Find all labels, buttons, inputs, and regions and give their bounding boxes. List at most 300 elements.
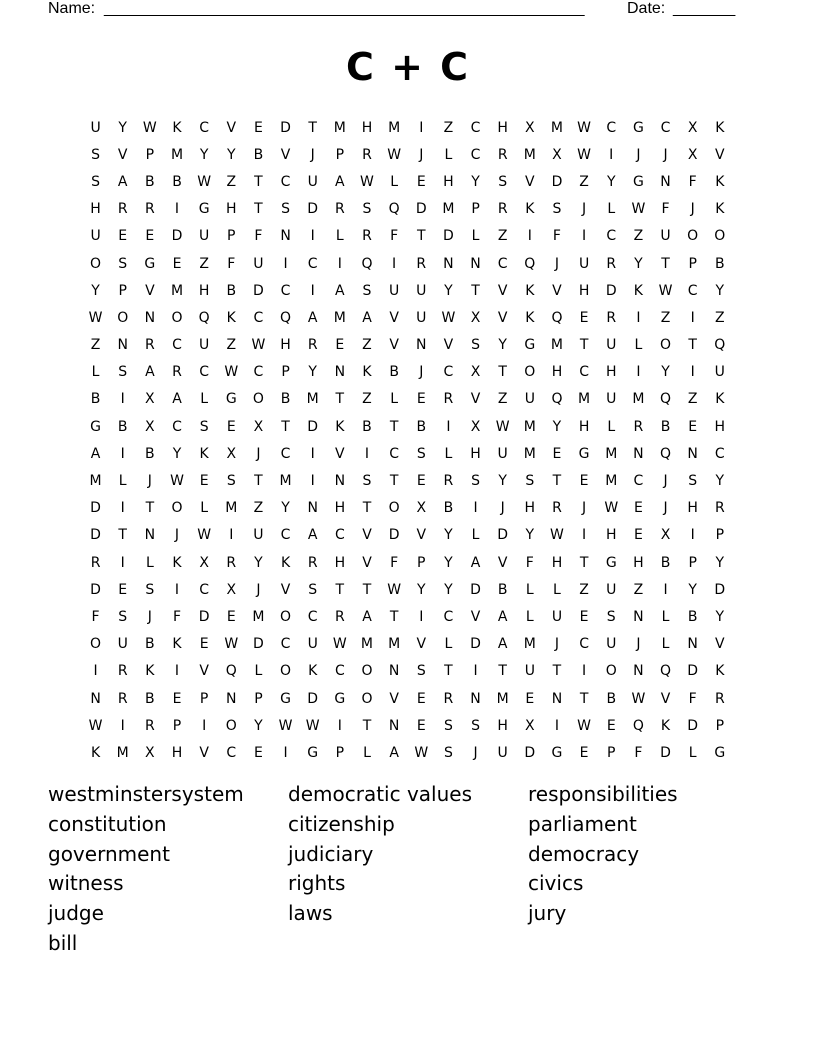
grid-cell: C <box>660 119 671 136</box>
grid-cell: S <box>226 473 236 490</box>
grid-cell: K <box>280 554 291 571</box>
grid-cell: C <box>280 282 291 299</box>
grid-cell: S <box>362 201 372 218</box>
grid-cell: I <box>663 581 668 598</box>
grid-cell: N <box>226 690 237 707</box>
grid-cell: L <box>607 418 616 435</box>
grid-cell: A <box>117 173 128 190</box>
word-list-item: westminstersystem <box>48 782 244 806</box>
grid-cell: I <box>582 527 587 544</box>
grid-cell: Z <box>226 173 237 190</box>
grid-cell: Y <box>715 554 725 571</box>
grid-cell: I <box>419 608 424 625</box>
grid-cell: W <box>360 173 374 190</box>
word-list-item: jury <box>528 901 567 926</box>
grid-cell: K <box>715 201 725 218</box>
grid-cell: J <box>419 146 424 163</box>
grid-cell: C <box>470 146 481 163</box>
grid-cell: E <box>416 391 426 408</box>
grid-cell: M <box>496 690 509 707</box>
grid-cell: Q <box>551 391 563 408</box>
grid-cell: N <box>388 717 400 734</box>
grid-cell: Y <box>498 473 507 490</box>
date-label: Date: <box>627 0 666 17</box>
grid-cell: O <box>90 255 102 272</box>
grid-cell: H <box>605 527 617 544</box>
grid-cell: I <box>473 500 478 517</box>
grid-cell: S <box>471 337 480 354</box>
grid-cell: V <box>660 690 671 707</box>
grid-cell: C <box>280 527 291 544</box>
grid-cell: R <box>714 500 725 517</box>
grid-cell: C <box>253 309 264 326</box>
grid-cell: F <box>688 173 697 190</box>
grid-cell: T <box>118 527 127 544</box>
grid-cell: Z <box>90 337 101 354</box>
grid-cell: O <box>225 717 237 734</box>
grid-cell: C <box>172 337 182 354</box>
grid-cell: F <box>552 228 561 245</box>
grid-cell: W <box>577 146 592 163</box>
grid-cell: U <box>578 255 590 272</box>
grid-cell: G <box>714 744 726 761</box>
grid-cell: J <box>663 146 668 163</box>
grid-cell: A <box>145 364 155 381</box>
grid-cell: L <box>634 337 643 354</box>
grid-cell: Y <box>118 119 127 136</box>
grid-cell: B <box>687 608 698 625</box>
grid-cell: K <box>633 282 643 299</box>
grid-cell: W <box>387 146 402 163</box>
grid-cell: Q <box>660 663 672 680</box>
grid-cell: V <box>280 581 291 598</box>
grid-cell: J <box>582 500 587 517</box>
grid-cell: I <box>310 228 315 245</box>
grid-cell: I <box>364 445 370 462</box>
grid-cell: Z <box>443 119 454 136</box>
grid-cell: C <box>307 255 318 272</box>
grid-cell: N <box>334 473 346 490</box>
grid-cell: N <box>633 663 644 680</box>
grid-cell: S <box>416 445 426 462</box>
grid-row <box>82 114 734 141</box>
grid-row <box>82 413 734 440</box>
grid-cell: L <box>390 173 399 190</box>
grid-cell: G <box>307 744 319 761</box>
grid-cell: X <box>552 146 562 163</box>
grid-cell: U <box>117 636 128 653</box>
grid-cell: H <box>334 500 346 517</box>
grid-cell: K <box>525 201 535 218</box>
grid-cell: P <box>172 717 182 734</box>
grid-cell: I <box>554 717 560 734</box>
grid-cell: T <box>362 717 372 734</box>
grid-cell: J <box>554 636 560 653</box>
grid-cell: U <box>253 527 264 544</box>
grid-cell: M <box>360 636 374 653</box>
grid-cell: R <box>552 500 562 517</box>
grid-cell: N <box>551 690 563 707</box>
grid-cell: L <box>525 608 534 625</box>
word-column <box>288 780 523 929</box>
grid-cell: V <box>335 445 345 462</box>
grid-cell: F <box>634 744 643 761</box>
grid-cell: Y <box>172 445 182 462</box>
grid-cell: I <box>310 473 315 490</box>
grid-cell: B <box>389 364 399 381</box>
grid-cell: V <box>715 146 725 163</box>
grid-cell: I <box>120 445 125 462</box>
grid-cell: S <box>118 255 128 272</box>
grid-cell: H <box>551 364 563 381</box>
grid-cell: D <box>253 282 264 299</box>
grid-cell: C <box>714 445 725 462</box>
grid-cell: V <box>199 663 209 680</box>
grid-cell: J <box>690 201 695 218</box>
grid-cell: L <box>444 445 453 462</box>
grid-cell: M <box>605 473 618 490</box>
grid-cell: I <box>582 663 587 680</box>
grid-cell: P <box>607 744 616 761</box>
grid-cell: B <box>172 173 182 190</box>
grid-cell: F <box>390 228 399 245</box>
grid-cell: J <box>663 500 668 517</box>
grid-cell: L <box>200 391 209 408</box>
grid-cell: D <box>660 744 671 761</box>
grid-cell: O <box>388 500 400 517</box>
grid-cell: P <box>199 690 209 707</box>
grid-cell: X <box>687 146 698 163</box>
grid-cell: T <box>254 173 263 190</box>
grid-cell: P <box>471 201 480 218</box>
grid-cell: F <box>390 554 399 571</box>
grid-cell: L <box>444 636 453 653</box>
grid-cell: M <box>252 608 265 625</box>
grid-cell: I <box>392 255 397 272</box>
grid-row <box>82 250 734 277</box>
grid-cell: U <box>199 337 210 354</box>
grid-cell: Y <box>444 527 453 544</box>
grid-cell: S <box>552 201 562 218</box>
grid-cell: L <box>525 581 534 598</box>
grid-cell: B <box>117 418 128 435</box>
grid-cell: H <box>578 418 590 435</box>
grid-cell: S <box>443 717 453 734</box>
grid-cell: I <box>582 228 587 245</box>
grid-cell: B <box>226 282 237 299</box>
grid-cell: X <box>525 119 535 136</box>
grid-cell: W <box>224 364 239 381</box>
word-list-item: constitution <box>48 811 167 836</box>
grid-cell: T <box>579 337 589 354</box>
grid-row <box>82 576 734 603</box>
grid-cell: Z <box>497 391 508 408</box>
grid-cell: E <box>552 445 562 462</box>
grid-cell: S <box>471 717 480 734</box>
grid-cell: A <box>172 391 182 408</box>
grid-cell: G <box>225 391 237 408</box>
grid-cell: E <box>416 690 426 707</box>
grid-cell: F <box>661 201 670 218</box>
grid-cell: X <box>145 744 155 761</box>
grid-cell: D <box>687 717 699 734</box>
grid-cell: Y <box>226 146 236 163</box>
grid-cell: U <box>606 636 617 653</box>
grid-cell: C <box>280 445 291 462</box>
grid-cell: V <box>199 744 209 761</box>
grid-row <box>82 739 734 766</box>
grid-cell: Y <box>416 581 426 598</box>
grid-cell: Q <box>388 201 400 218</box>
grid-row <box>82 685 734 712</box>
grid-row <box>82 223 734 250</box>
grid-cell: H <box>551 554 563 571</box>
grid-cell: N <box>470 255 481 272</box>
grid-cell: U <box>388 282 400 299</box>
grid-cell: V <box>117 146 128 163</box>
grid-cell: C <box>687 282 698 299</box>
grid-cell: C <box>307 608 318 625</box>
grid-cell: S <box>91 173 101 190</box>
grid-cell: N <box>90 690 101 707</box>
grid-cell: O <box>687 228 699 245</box>
grid-cell: G <box>551 744 563 761</box>
grid-cell: K <box>335 418 345 435</box>
grid-cell: U <box>307 636 318 653</box>
grid-cell: M <box>89 473 102 490</box>
grid-cell: D <box>497 527 509 544</box>
grid-cell: Y <box>444 282 453 299</box>
grid-cell: K <box>90 744 101 761</box>
grid-cell: Y <box>254 554 263 571</box>
grid-cell: D <box>470 581 481 598</box>
grid-cell: H <box>497 717 508 734</box>
grid-cell: S <box>199 418 209 435</box>
grid-cell: K <box>525 282 535 299</box>
grid-cell: I <box>527 228 532 245</box>
grid-cell: I <box>310 282 315 299</box>
grid-cell: Q <box>714 337 726 354</box>
grid-cell: P <box>715 527 725 544</box>
grid-cell: R <box>117 663 128 680</box>
grid-cell: D <box>253 636 264 653</box>
grid-cell: W <box>170 473 184 490</box>
grid-cell: Y <box>715 608 725 625</box>
grid-cell: N <box>633 608 644 625</box>
grid-cell: E <box>416 473 426 490</box>
grid-cell: I <box>93 663 98 680</box>
grid-cell: L <box>607 201 616 218</box>
grid-cell: Z <box>199 255 209 272</box>
grid-cell: O <box>171 309 183 326</box>
grid-cell: U <box>416 309 427 326</box>
grid-cell: S <box>525 473 535 490</box>
grid-cell: C <box>443 608 454 625</box>
grid-cell: Z <box>633 581 644 598</box>
grid-cell: Z <box>579 581 589 598</box>
grid-cell: N <box>416 337 427 354</box>
word-column <box>528 780 763 929</box>
grid-cell: U <box>524 663 535 680</box>
grid-cell: D <box>470 636 481 653</box>
word-list-item: civics <box>528 871 584 896</box>
grid-row <box>82 386 734 413</box>
grid-cell: Z <box>362 337 372 354</box>
grid-row <box>82 440 734 467</box>
grid-cell: I <box>609 146 614 163</box>
grid-cell: O <box>524 364 536 381</box>
grid-cell: U <box>416 282 427 299</box>
grid-cell: Y <box>525 527 535 544</box>
grid-cell: C <box>199 364 210 381</box>
grid-cell: R <box>443 391 454 408</box>
grid-cell: T <box>688 337 697 354</box>
grid-cell: I <box>202 717 207 734</box>
grid-cell: R <box>362 228 372 245</box>
grid-cell: R <box>307 554 318 571</box>
grid-cell: E <box>579 309 589 326</box>
grid-row <box>82 522 734 549</box>
grid-cell: P <box>254 690 263 707</box>
grid-cell: A <box>362 309 372 326</box>
grid-cell: Q <box>198 309 210 326</box>
grid-cell: F <box>91 608 100 625</box>
grid-cell: R <box>443 473 454 490</box>
grid-cell: D <box>687 663 699 680</box>
grid-cell: R <box>144 201 155 218</box>
grid-cell: N <box>660 173 671 190</box>
grid-cell: V <box>362 527 372 544</box>
grid-cell: S <box>443 744 453 761</box>
grid-cell: C <box>606 228 617 245</box>
grid-cell: X <box>253 418 264 435</box>
grid-cell: R <box>497 201 508 218</box>
grid-cell: M <box>632 391 645 408</box>
grid-cell: J <box>147 608 152 625</box>
grid-cell: T <box>389 608 399 625</box>
grid-cell: U <box>551 608 563 625</box>
grid-cell: U <box>253 255 264 272</box>
grid-cell: T <box>308 119 317 136</box>
word-list-item: democratic values <box>288 782 472 806</box>
grid-row <box>82 603 734 630</box>
grid-cell: E <box>688 418 698 435</box>
grid-cell: V <box>552 282 562 299</box>
grid-cell: V <box>362 554 372 571</box>
grid-cell: E <box>118 581 128 598</box>
grid-cell: D <box>388 527 400 544</box>
grid-cell: U <box>307 173 318 190</box>
grid-cell: Y <box>552 418 562 435</box>
grid-cell: W <box>604 500 619 517</box>
grid-cell: K <box>172 636 182 653</box>
grid-cell: S <box>118 608 128 625</box>
grid-cell: I <box>120 717 125 734</box>
grid-cell: T <box>498 364 507 381</box>
grid-cell: C <box>497 255 508 272</box>
grid-cell: P <box>227 228 236 245</box>
grid-cell: I <box>690 309 695 326</box>
grid-cell: E <box>525 690 535 707</box>
grid-cell: S <box>498 173 508 190</box>
grid-cell: W <box>631 201 646 218</box>
grid-cell: I <box>419 119 424 136</box>
grid-cell: M <box>605 445 618 462</box>
grid-cell: M <box>306 391 319 408</box>
grid-cell: V <box>145 282 155 299</box>
grid-cell: M <box>523 445 536 462</box>
grid-row <box>82 359 734 386</box>
grid-cell: L <box>363 744 371 761</box>
grid-cell: M <box>550 119 563 136</box>
grid-cell: T <box>335 391 345 408</box>
grid-cell: U <box>660 228 671 245</box>
grid-cell: L <box>254 663 263 680</box>
grid-cell: M <box>279 473 292 490</box>
grid-cell: Z <box>497 228 508 245</box>
grid-cell: U <box>714 364 725 381</box>
grid-cell: R <box>307 337 318 354</box>
grid-cell: W <box>414 744 429 761</box>
grid-row <box>82 467 734 494</box>
grid-cell: N <box>633 445 644 462</box>
grid-cell: V <box>470 608 481 625</box>
grid-cell: A <box>90 445 101 462</box>
grid-cell: W <box>224 636 239 653</box>
grid-cell: I <box>229 527 234 544</box>
grid-cell: D <box>524 744 536 761</box>
grid-cell: B <box>362 418 372 435</box>
grid-cell: H <box>578 282 590 299</box>
grid-cell: H <box>497 119 508 136</box>
grid-cell: O <box>660 337 672 354</box>
grid-cell: W <box>577 119 592 136</box>
grid-cell: B <box>253 146 264 163</box>
grid-cell: O <box>280 608 292 625</box>
grid-cell: K <box>660 717 671 734</box>
grid-cell: E <box>335 337 345 354</box>
grid-cell: B <box>145 690 155 707</box>
grid-cell: I <box>174 581 180 598</box>
grid-cell: T <box>145 500 155 517</box>
grid-cell: W <box>197 527 212 544</box>
grid-cell: J <box>636 146 641 163</box>
grid-cell: S <box>91 146 101 163</box>
grid-cell: P <box>688 255 697 272</box>
name-blank-line: ______________________________________________________ <box>104 0 585 17</box>
grid-cell: L <box>553 581 561 598</box>
grid-cell: I <box>120 500 125 517</box>
grid-cell: C <box>253 364 264 381</box>
grid-cell: D <box>280 119 291 136</box>
grid-cell: M <box>523 418 536 435</box>
grid-cell: I <box>636 364 641 381</box>
grid-cell: Z <box>579 173 589 190</box>
grid-cell: Y <box>606 173 616 190</box>
grid-cell: X <box>525 717 535 734</box>
grid-cell: U <box>497 445 508 462</box>
grid-cell: Y <box>471 173 480 190</box>
grid-cell: X <box>470 364 481 381</box>
grid-cell: S <box>606 608 616 625</box>
grid-cell: W <box>142 119 157 136</box>
grid-cell: R <box>117 690 128 707</box>
grid-cell: D <box>307 418 319 435</box>
grid-cell: R <box>497 146 508 163</box>
grid-cell: E <box>199 473 209 490</box>
grid-cell: R <box>334 201 345 218</box>
grid-cell: C <box>334 663 345 680</box>
